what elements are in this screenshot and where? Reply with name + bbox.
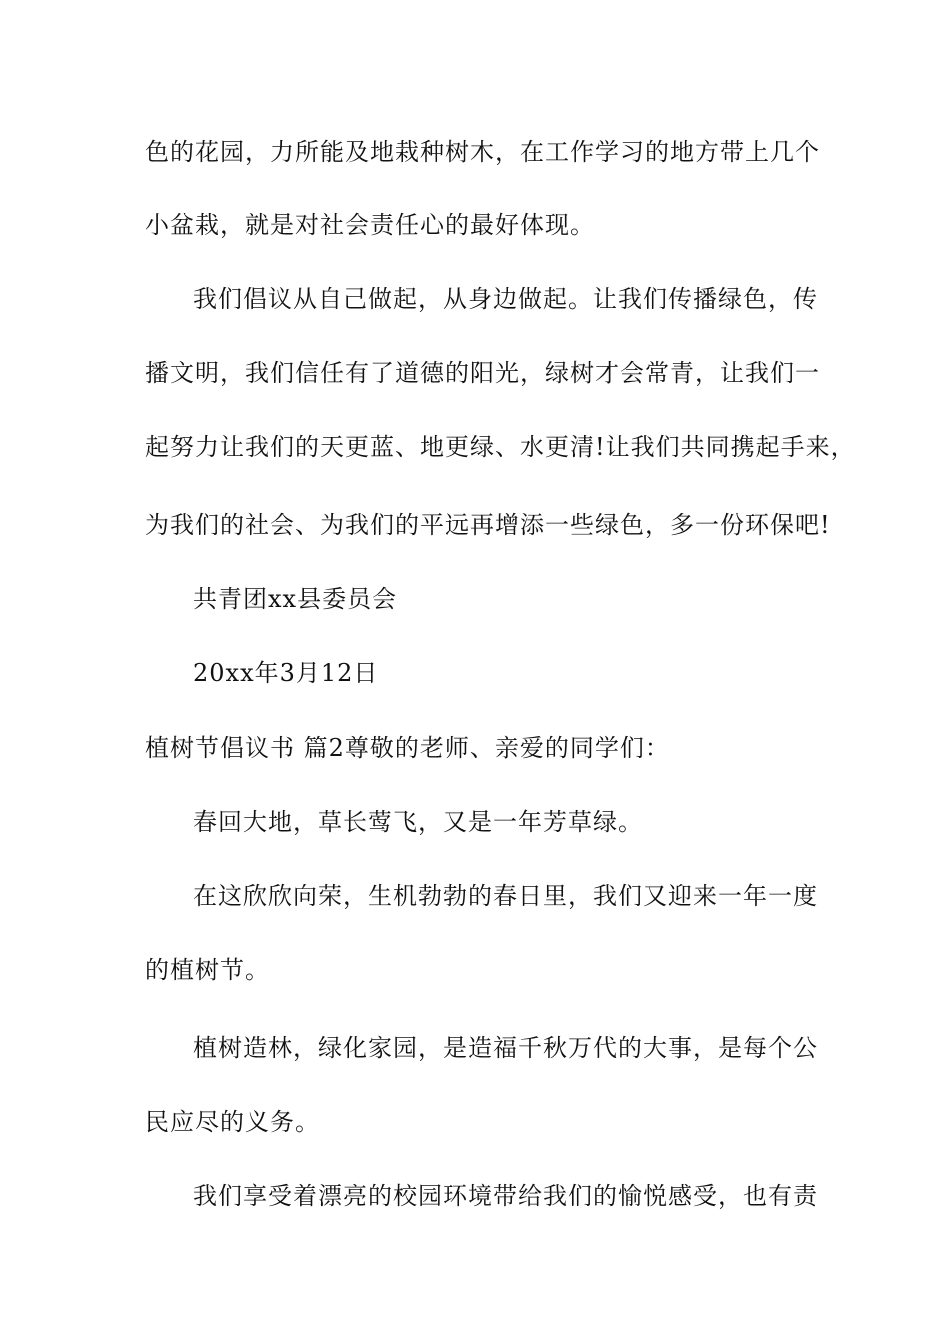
paragraph-line: 起努力让我们的天更蓝、地更绿、水更清!让我们共同携起手来， xyxy=(145,433,856,461)
section-heading: 植树节倡议书 篇2尊敬的老师、亲爱的同学们： xyxy=(145,734,670,762)
paragraph-line: 色的花园，力所能及地栽种树木，在工作学习的地方带上几个 xyxy=(145,138,820,166)
paragraph-line: 我们享受着漂亮的校园环境带给我们的愉悦感受，也有责 xyxy=(193,1182,818,1210)
paragraph-line: 为我们的社会、为我们的平远再增添一些绿色，多一份环保吧! xyxy=(145,511,831,539)
paragraph-line: 在这欣欣向荣，生机勃勃的春日里，我们又迎来一年一度 xyxy=(193,882,818,910)
paragraph-line: 春回大地，草长莺飞，又是一年芳草绿。 xyxy=(193,808,643,836)
paragraph-line: 小盆栽，就是对社会责任心的最好体现。 xyxy=(145,211,595,239)
signature-organization: 共青团xx县委员会 xyxy=(193,585,398,613)
paragraph-line: 的植树节。 xyxy=(145,956,270,984)
paragraph-line: 播文明，我们信任有了道德的阳光，绿树才会常青，让我们一 xyxy=(145,359,820,387)
paragraph-line: 植树造林，绿化家园，是造福千秋万代的大事，是每个公 xyxy=(193,1034,818,1062)
signature-date: 20xx年3月12日 xyxy=(193,659,379,687)
paragraph-line: 民应尽的义务。 xyxy=(145,1108,320,1136)
paragraph-line: 我们倡议从自己做起，从身边做起。让我们传播绿色，传 xyxy=(193,285,818,313)
